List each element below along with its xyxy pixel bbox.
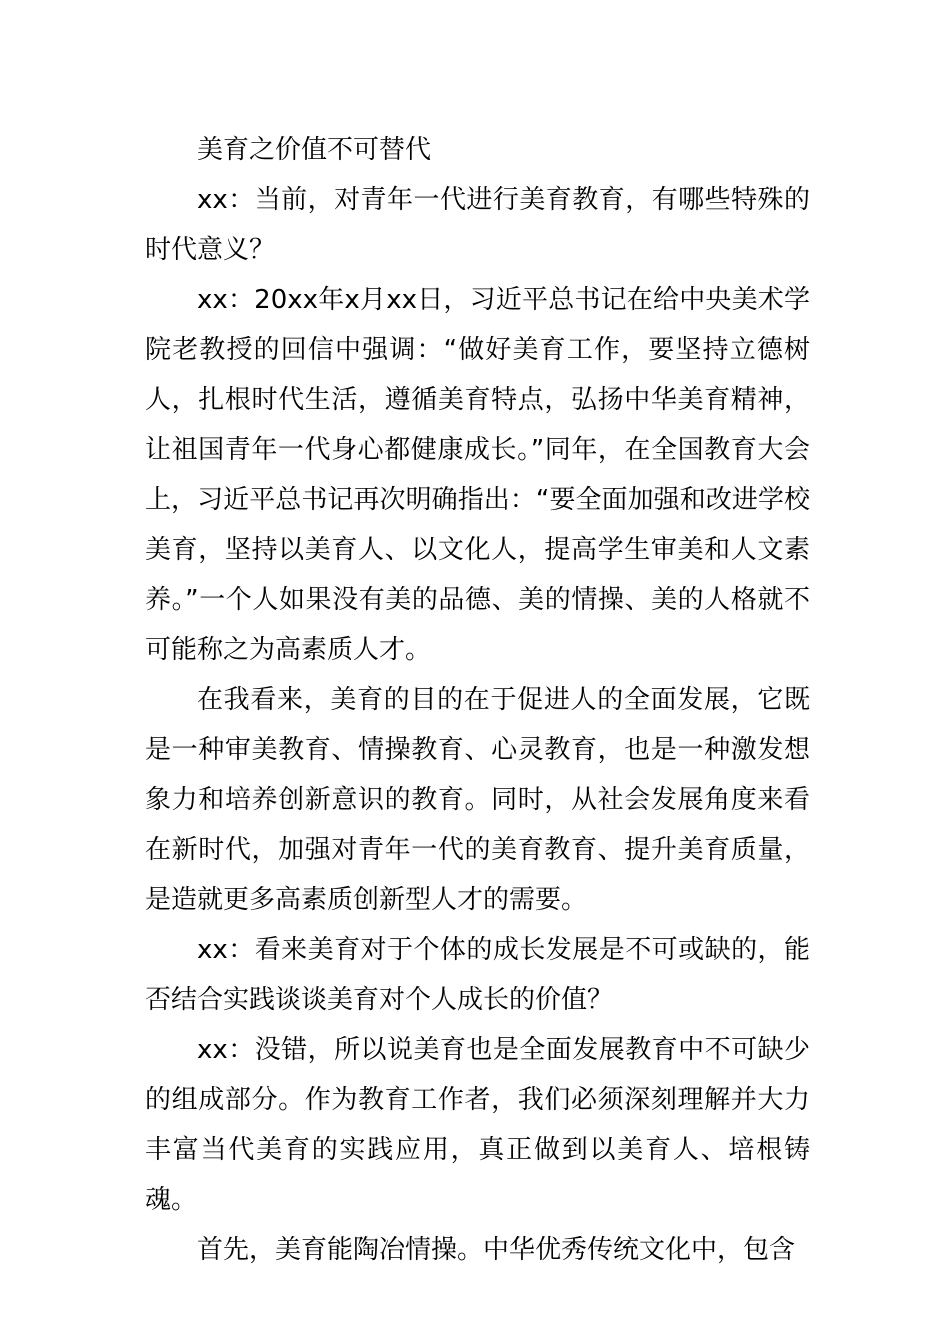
paragraph-answer-2: xx：没错，所以说美育也是全面发展教育中不可缺少的组成部分。作为教育工作者，我们必须深刻理解并大力丰富当代美育的实践应用，真正做到以美育人、培根铸魂。 — [145, 1035, 810, 1215]
document-body — [145, 125, 810, 1275]
paragraph-answer-2-first-point: 首先，美育能陶冶情操。中华优秀传统文化中，包含 — [197, 1235, 796, 1265]
paragraph-answer-1-continued: 在我看来，美育的目的在于促进人的全面发展，它既是一种审美教育、情操教育、心灵教育，也是一种激发想象力和培养创新意识的教育。同时，从社会发展角度来看在新时代，加强对青年一代的美育教育、提升美育质量，是造就更多高素质创新型人才的需要。 — [145, 685, 810, 915]
paragraph-answer-1: xx：20xx年x月xx日，习近平总书记在给中央美术学院老教授的回信中强调：“做好美育工作，要坚持立德树人，扎根时代生活，遵循美育特点，弘扬中华美育精神，让祖国青年一代身心都健康成长。”同年，在全国教育大会上，习近平总书记再次明确指出：“要全面加强和改进学校美育，坚持以美育人、以文化人，提高学生审美和人文素养。”一个人如果没有美的品德、美的情操、美的人格就不可能称之为高素质人才。 — [145, 285, 810, 665]
paragraph-question-1: xx：当前，对青年一代进行美育教育，有哪些特殊的时代意义？ — [145, 185, 810, 265]
paragraph-question-2: xx：看来美育对于个体的成长发展是不可或缺的，能否结合实践谈谈美育对个人成长的价值？ — [145, 935, 810, 1015]
document-title: 美育之价值不可替代 — [197, 135, 432, 165]
